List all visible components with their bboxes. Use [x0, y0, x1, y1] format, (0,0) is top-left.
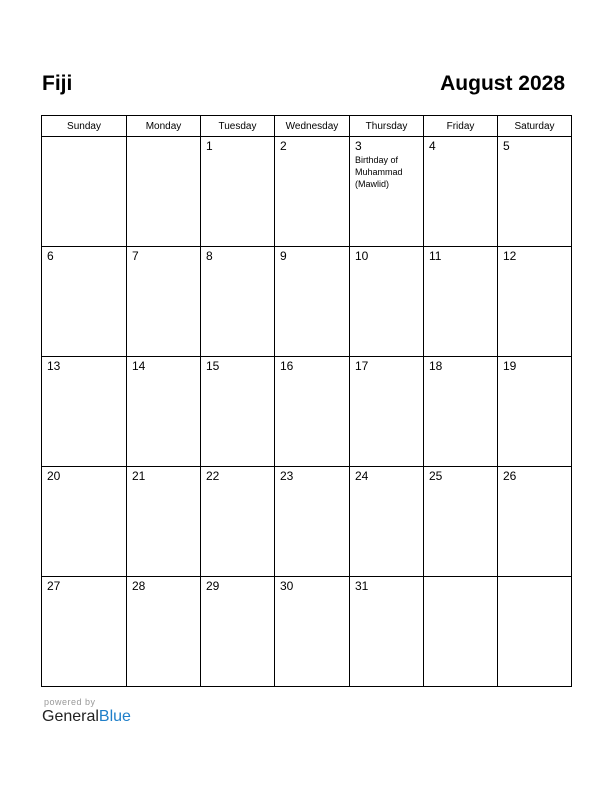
- holiday-label: Birthday of Muhammad (Mawlid): [355, 155, 403, 189]
- day-number: 15: [206, 359, 220, 373]
- weekday-wednesday: Wednesday: [275, 116, 350, 137]
- day-cell: [424, 467, 498, 577]
- day-cell: [201, 137, 275, 247]
- day-cell: [350, 467, 424, 577]
- day-cell: [42, 577, 127, 687]
- powered-by-label: powered by: [44, 697, 96, 707]
- weekday-saturday: Saturday: [498, 116, 572, 137]
- day-cell: [498, 247, 572, 357]
- day-number: 11: [429, 249, 442, 263]
- day-number: 5: [503, 139, 510, 153]
- day-number: 17: [355, 359, 369, 373]
- week-row: [42, 357, 572, 467]
- weekday-header-row: [42, 116, 572, 137]
- week-row: [42, 577, 572, 687]
- day-cell: [275, 247, 350, 357]
- day-cell: [424, 577, 498, 687]
- day-cell: [498, 577, 572, 687]
- day-cell: [127, 467, 201, 577]
- day-number: 26: [503, 469, 517, 483]
- day-number: 16: [280, 359, 294, 373]
- day-number: 19: [503, 359, 517, 373]
- day-cell: [350, 137, 424, 247]
- day-cell: [127, 577, 201, 687]
- day-number: 30: [280, 579, 294, 593]
- day-cell: [498, 357, 572, 467]
- day-cell: [424, 137, 498, 247]
- day-cell: [42, 467, 127, 577]
- day-number: 23: [280, 469, 294, 483]
- day-cell: [350, 247, 424, 357]
- weekday-thursday: Thursday: [350, 116, 424, 137]
- day-number: 8: [206, 249, 213, 263]
- day-cell: [350, 357, 424, 467]
- day-cell: [498, 467, 572, 577]
- day-cell: [201, 247, 275, 357]
- day-number: 27: [47, 579, 61, 593]
- day-number: 1: [206, 139, 213, 153]
- day-cell: [201, 357, 275, 467]
- brand-blue: Blue: [98, 708, 131, 725]
- day-number: 25: [429, 469, 443, 483]
- day-number: 29: [206, 579, 220, 593]
- calendar-grid: [41, 115, 572, 687]
- day-cell: [498, 137, 572, 247]
- day-cell: [42, 357, 127, 467]
- generalblue-logo[interactable]: [42, 708, 131, 726]
- day-cell: [42, 137, 127, 247]
- weekday-friday: Friday: [424, 116, 498, 137]
- day-number: 22: [206, 469, 220, 483]
- day-number: 20: [47, 469, 61, 483]
- day-cell: [350, 577, 424, 687]
- day-cell: [275, 357, 350, 467]
- day-number: 3: [355, 139, 362, 153]
- day-number: 24: [355, 469, 369, 483]
- day-cell: [127, 137, 201, 247]
- day-cell: [127, 247, 201, 357]
- day-number: 7: [132, 249, 139, 263]
- week-row: [42, 467, 572, 577]
- day-number: 9: [280, 249, 287, 263]
- day-number: 13: [47, 359, 61, 373]
- day-number: 6: [47, 249, 54, 263]
- brand-general: General: [42, 708, 99, 725]
- weekday-tuesday: Tuesday: [201, 116, 275, 137]
- day-cell: [201, 467, 275, 577]
- month-title: August 2028: [440, 72, 565, 95]
- country-name: Fiji: [42, 72, 73, 95]
- day-number: 31: [355, 579, 369, 593]
- day-number: 18: [429, 359, 443, 373]
- day-number: 21: [132, 469, 146, 483]
- day-cell: [275, 577, 350, 687]
- week-row: [42, 137, 572, 247]
- day-cell: [42, 247, 127, 357]
- day-number: 28: [132, 579, 146, 593]
- day-number: 2: [280, 139, 287, 153]
- day-number: 12: [503, 249, 517, 263]
- day-number: 14: [132, 359, 146, 373]
- day-number: 10: [355, 249, 369, 263]
- day-cell: [127, 357, 201, 467]
- weekday-sunday: Sunday: [42, 116, 127, 137]
- day-cell: [201, 577, 275, 687]
- day-cell: [424, 247, 498, 357]
- weekday-monday: Monday: [127, 116, 201, 137]
- day-cell: [275, 467, 350, 577]
- day-number: 4: [429, 139, 436, 153]
- week-row: [42, 247, 572, 357]
- day-cell: [275, 137, 350, 247]
- day-cell: [424, 357, 498, 467]
